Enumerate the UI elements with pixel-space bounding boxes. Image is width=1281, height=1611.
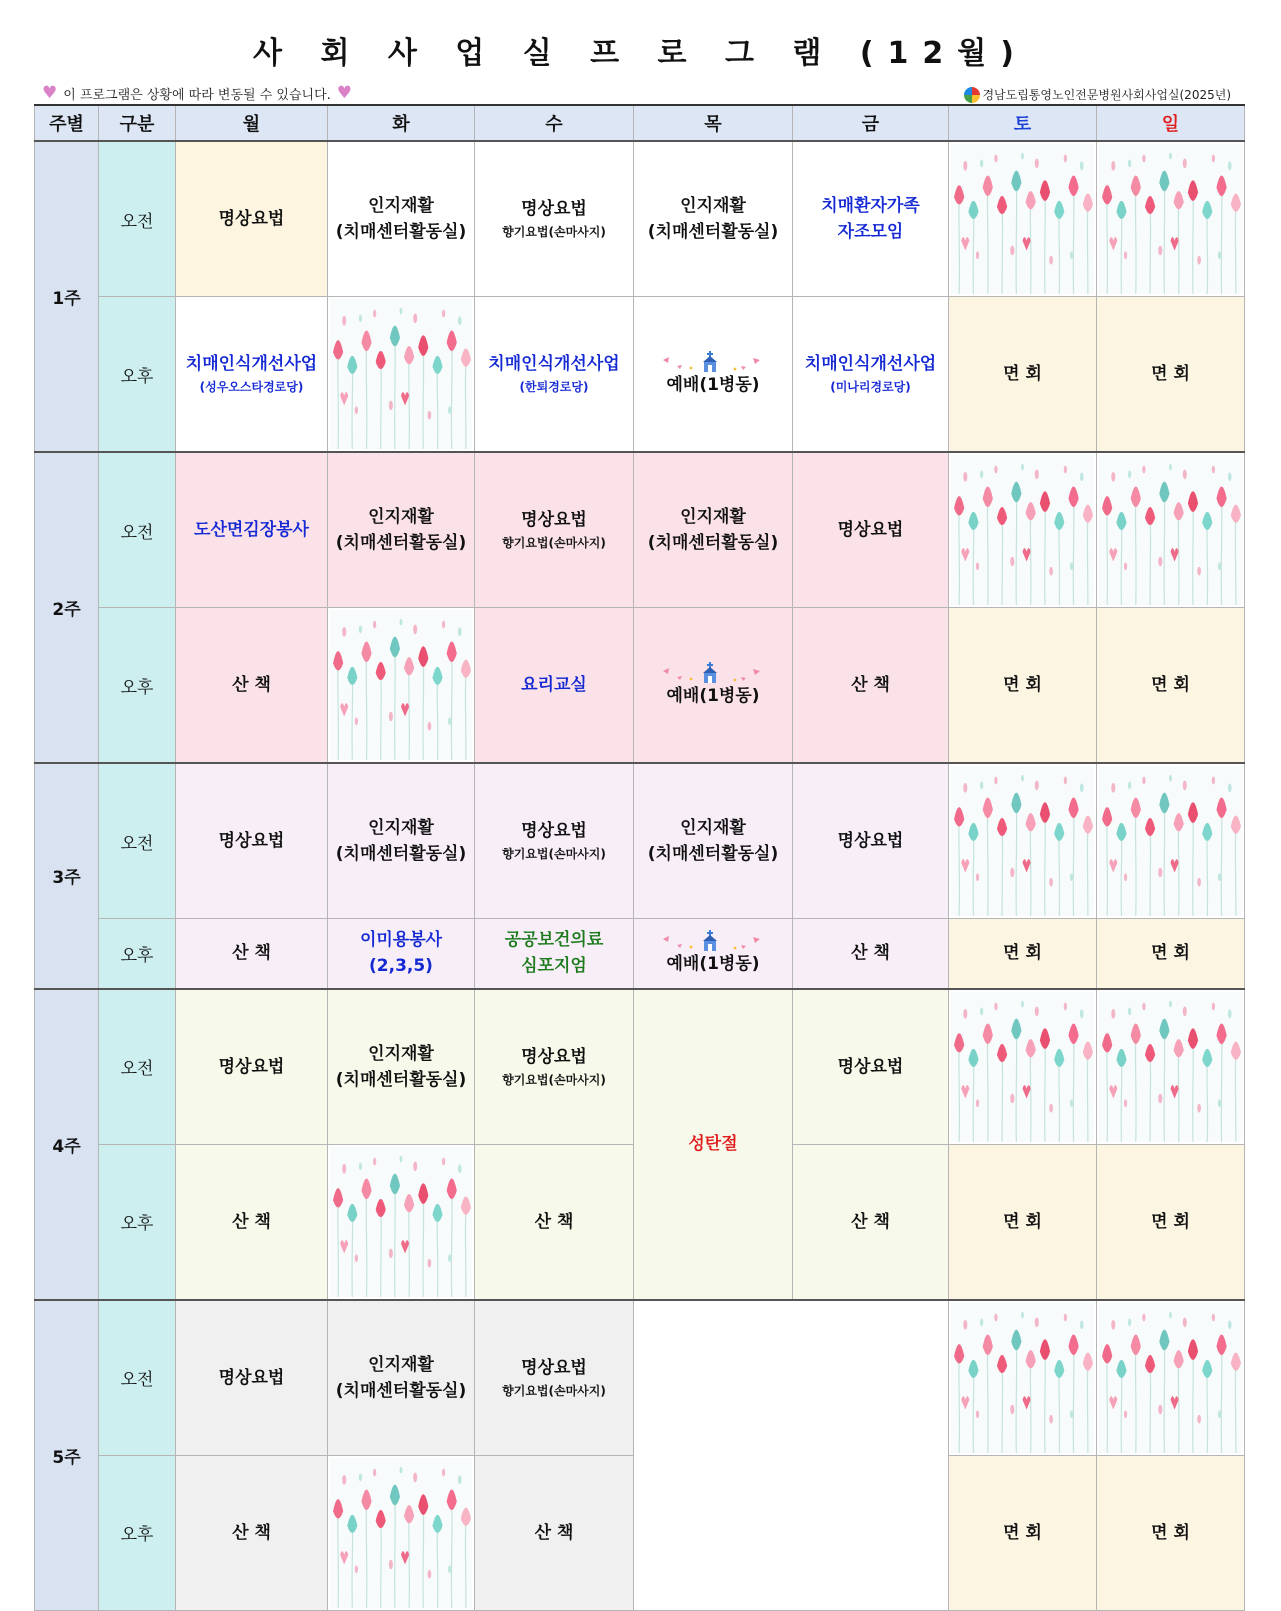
program-detail: (2,3,5): [369, 956, 433, 977]
week5-am-row: [35, 1300, 1245, 1456]
flower-illustration: [951, 766, 1094, 916]
program-name: 면 회: [1003, 1211, 1042, 1232]
schedule-cell: [634, 452, 793, 608]
program-sub: 향기요법(손마사지): [502, 536, 606, 550]
header-sat: 토: [949, 105, 1097, 141]
program-name: 산 책: [232, 1211, 271, 1232]
schedule-cell: [475, 989, 634, 1145]
program-name: 인지재활: [680, 507, 746, 527]
schedule-cell: [793, 919, 949, 989]
program-sub: 향기요법(손마사지): [502, 1072, 606, 1087]
schedule-cell: [328, 763, 475, 919]
heart-icon: ♥: [42, 83, 58, 103]
schedule-cell: [475, 141, 634, 297]
program-name: 치매인식개선사업: [185, 354, 318, 374]
program-name: 치매인식개선사업: [488, 354, 620, 374]
program-name: 인지재활: [680, 196, 746, 216]
header-wed: 수: [475, 105, 634, 141]
schedule-cell: [1097, 919, 1245, 989]
schedule-cell: [176, 1300, 328, 1456]
schedule-cell: [328, 1300, 475, 1456]
schedule-cell: [793, 1144, 949, 1300]
flower-image-cell: [949, 1300, 1097, 1456]
schedule-cell: [475, 452, 634, 608]
flower-image-cell: [949, 452, 1097, 608]
program-name: 면 회: [1003, 943, 1042, 964]
schedule-cell: [176, 919, 328, 989]
program-name: 이미용봉사: [359, 930, 443, 951]
flower-illustration: [1099, 992, 1242, 1142]
schedule-cell: [176, 452, 328, 608]
period-pm: 오후: [99, 1455, 176, 1610]
schedule-table: [34, 104, 1245, 1611]
schedule-cell: [328, 141, 475, 297]
program-name: 예배(1병동): [666, 954, 760, 975]
week-label: 5주: [35, 1300, 99, 1611]
program-location: (치매센터활동실): [335, 1380, 467, 1401]
program-name: 명상요법: [837, 831, 904, 851]
program-sub: 향기요법(손마사지): [502, 1383, 606, 1398]
flower-illustration: [951, 455, 1094, 605]
program-name: 명상요법: [218, 831, 285, 851]
header-sun: 일: [1097, 105, 1245, 141]
program-name: 산 책: [534, 1522, 574, 1543]
week2-am-row: [35, 452, 1245, 608]
program-name: 자조모임: [837, 222, 904, 242]
schedule-cell: [1097, 608, 1245, 764]
header-week: 주별: [35, 105, 99, 141]
program-name: 명상요법: [837, 1056, 904, 1077]
program-name: 명상요법: [521, 1046, 587, 1067]
schedule-cell: [793, 989, 949, 1145]
flower-illustration: [330, 299, 472, 449]
program-name: 인지재활: [368, 196, 434, 216]
flower-illustration: [951, 992, 1094, 1142]
week4-am-row: [35, 989, 1245, 1145]
schedule-cell: [634, 919, 793, 989]
program-name: 면 회: [1003, 1522, 1042, 1543]
week2-pm-row: [35, 608, 1245, 764]
flower-image-cell: [1097, 989, 1245, 1145]
program-name: 명상요법: [218, 1367, 285, 1388]
week-label: 1주: [35, 141, 99, 452]
program-name: 명상요법: [521, 510, 587, 530]
schedule-cell: [475, 1144, 634, 1300]
week3-pm-row: [35, 919, 1245, 989]
program-name: 예배(1병동): [666, 375, 760, 395]
page-title: 사 회 사 업 실 프 로 그 램 (12월): [253, 36, 1028, 71]
program-name: 면 회: [1003, 364, 1042, 384]
program-location: (치매센터활동실): [335, 533, 467, 553]
schedule-cell: [328, 452, 475, 608]
header-tue: 화: [328, 105, 475, 141]
hospital-logo-icon: [964, 87, 980, 103]
program-name: 산 책: [232, 943, 271, 964]
program-location: (치매센터활동실): [647, 844, 779, 864]
flower-image-cell: [949, 141, 1097, 297]
flower-illustration: [330, 1458, 472, 1608]
schedule-cell-holiday: [634, 989, 793, 1300]
flower-image-cell: [1097, 141, 1245, 297]
schedule-cell: [949, 919, 1097, 989]
program-name: 면 회: [1003, 675, 1042, 695]
schedule-cell: [793, 608, 949, 764]
flower-image-cell: [949, 763, 1097, 919]
schedule-cell: [1097, 1455, 1245, 1610]
flower-image-cell: [1097, 763, 1245, 919]
program-name: 명상요법: [837, 520, 904, 540]
week-label: 3주: [35, 763, 99, 989]
schedule-cell: [949, 1144, 1097, 1300]
flower-illustration: [330, 610, 472, 760]
program-name: 인지재활: [368, 1043, 434, 1064]
christmas-photos: [636, 1454, 946, 1457]
schedule-cell: [475, 1300, 634, 1456]
schedule-cell: [949, 1455, 1097, 1610]
schedule-cell: [634, 763, 793, 919]
schedule-cell: [634, 141, 793, 297]
period-am: 오전: [99, 452, 176, 608]
schedule-cell: [176, 297, 328, 453]
flower-image-cell: [328, 1144, 475, 1300]
organization-name: 경남도립통영노인전문병원사회사업실(2025년): [982, 88, 1231, 102]
program-location: (치매센터활동실): [335, 222, 467, 242]
period-pm: 오후: [99, 297, 176, 453]
program-name: 예배(1병동): [666, 686, 760, 706]
schedule-cell: [634, 297, 793, 453]
program-location: (치매센터활동실): [647, 533, 779, 553]
schedule-cell: [176, 1455, 328, 1610]
schedule-cell: [176, 141, 328, 297]
header-period: 구분: [99, 105, 176, 141]
schedule-cell: [475, 1455, 634, 1610]
schedule-cell: [328, 989, 475, 1145]
program-name: 산 책: [851, 675, 890, 695]
header-thu: 목: [634, 105, 793, 141]
program-sub: 향기요법(손마사지): [502, 225, 606, 239]
holiday-name: 성탄절: [688, 1134, 738, 1154]
program-name: 면 회: [1151, 943, 1190, 964]
week-label: 4주: [35, 989, 99, 1300]
period-pm: 오후: [99, 1144, 176, 1300]
program-location: (미나리경로당): [830, 380, 911, 394]
program-name: 산 책: [232, 675, 271, 695]
program-name: 면 회: [1151, 675, 1190, 695]
notice: [42, 84, 352, 103]
flower-illustration: [951, 1303, 1094, 1453]
schedule-cell: [475, 919, 634, 989]
program-name: 인지재활: [368, 818, 434, 838]
schedule-cell: [328, 919, 475, 989]
flower-image-cell: [949, 989, 1097, 1145]
schedule-cell: [475, 763, 634, 919]
schedule-cell: [475, 608, 634, 764]
church-icon: [653, 929, 773, 951]
program-sub: 향기요법(손마사지): [502, 847, 606, 861]
schedule-cell: [1097, 1144, 1245, 1300]
period-pm: 오후: [99, 919, 176, 989]
schedule-cell: [793, 763, 949, 919]
program-name: 산 책: [851, 1211, 890, 1232]
flower-image-cell: [1097, 1300, 1245, 1456]
program-location: (치매센터활동실): [335, 844, 467, 864]
schedule-cell: [793, 452, 949, 608]
schedule-cell: [949, 608, 1097, 764]
flower-image-cell: [328, 1455, 475, 1610]
flower-illustration: [1099, 144, 1242, 294]
schedule-cell: [176, 763, 328, 919]
flower-illustration: [1099, 1303, 1242, 1453]
flower-illustration: [1099, 455, 1242, 605]
week3-am-row: [35, 763, 1245, 919]
program-name: 명상요법: [218, 1056, 285, 1077]
program-name: 명상요법: [521, 199, 587, 219]
flower-illustration: [951, 144, 1094, 294]
organization: [964, 86, 1231, 103]
week-label: 2주: [35, 452, 99, 763]
program-name: 인지재활: [368, 1354, 434, 1375]
week1-am-row: [35, 141, 1245, 297]
schedule-cell: [176, 1144, 328, 1300]
program-name: 치매환자가족: [821, 196, 920, 216]
period-am: 오전: [99, 141, 176, 297]
program-name: 면 회: [1151, 1522, 1190, 1543]
program-name: 인지재활: [368, 507, 434, 527]
schedule-cell: [793, 297, 949, 453]
church-icon: [653, 350, 773, 372]
program-name: 인지재활: [680, 818, 746, 838]
christmas-photo-cell: [634, 1300, 949, 1611]
schedule-cell: [634, 608, 793, 764]
flower-image-cell: [328, 608, 475, 764]
notice-text: 이 프로그램은 상황에 따라 변동될 수 있습니다.: [63, 88, 331, 103]
header-fri: 금: [793, 105, 949, 141]
schedule-cell: [475, 297, 634, 453]
schedule-cell: [1097, 297, 1245, 453]
header-row: [35, 105, 1245, 141]
period-am: 오전: [99, 1300, 176, 1456]
program-name: 면 회: [1151, 1211, 1190, 1232]
program-name: 명상요법: [521, 821, 587, 841]
flower-illustration: [1099, 766, 1242, 916]
program-name: 산 책: [534, 1211, 574, 1232]
program-name: 공공보건의료: [504, 930, 604, 951]
flower-image-cell: [1097, 452, 1245, 608]
schedule-cell: [793, 141, 949, 297]
schedule-cell: [949, 297, 1097, 453]
program-name: 명상요법: [521, 1357, 587, 1378]
period-pm: 오후: [99, 608, 176, 764]
flower-illustration: [330, 1147, 472, 1297]
church-icon: [653, 661, 773, 683]
program-name: 산 책: [851, 943, 890, 964]
heart-icon: ♥: [336, 83, 353, 103]
flower-image-cell: [328, 297, 475, 453]
program-location: (치매센터활동실): [647, 222, 779, 242]
schedule-cell: [176, 608, 328, 764]
program-name: 도산면김장봉사: [194, 520, 309, 540]
program-name: 면 회: [1151, 364, 1190, 384]
period-am: 오전: [99, 763, 176, 919]
program-location: (한퇴경로당): [519, 380, 589, 394]
period-am: 오전: [99, 989, 176, 1145]
program-name: 요리교실: [521, 675, 587, 695]
program-name: 심포지엄: [521, 956, 587, 977]
week1-pm-row: [35, 297, 1245, 453]
program-name: 치매인식개선사업: [804, 354, 937, 374]
program-name: 명상요법: [218, 209, 285, 229]
header-mon: 월: [176, 105, 328, 141]
program-location: (성우오스타경로당): [199, 380, 304, 394]
schedule-cell: [176, 989, 328, 1145]
program-name: 산 책: [232, 1522, 271, 1543]
program-location: (치매센터활동실): [335, 1069, 467, 1090]
